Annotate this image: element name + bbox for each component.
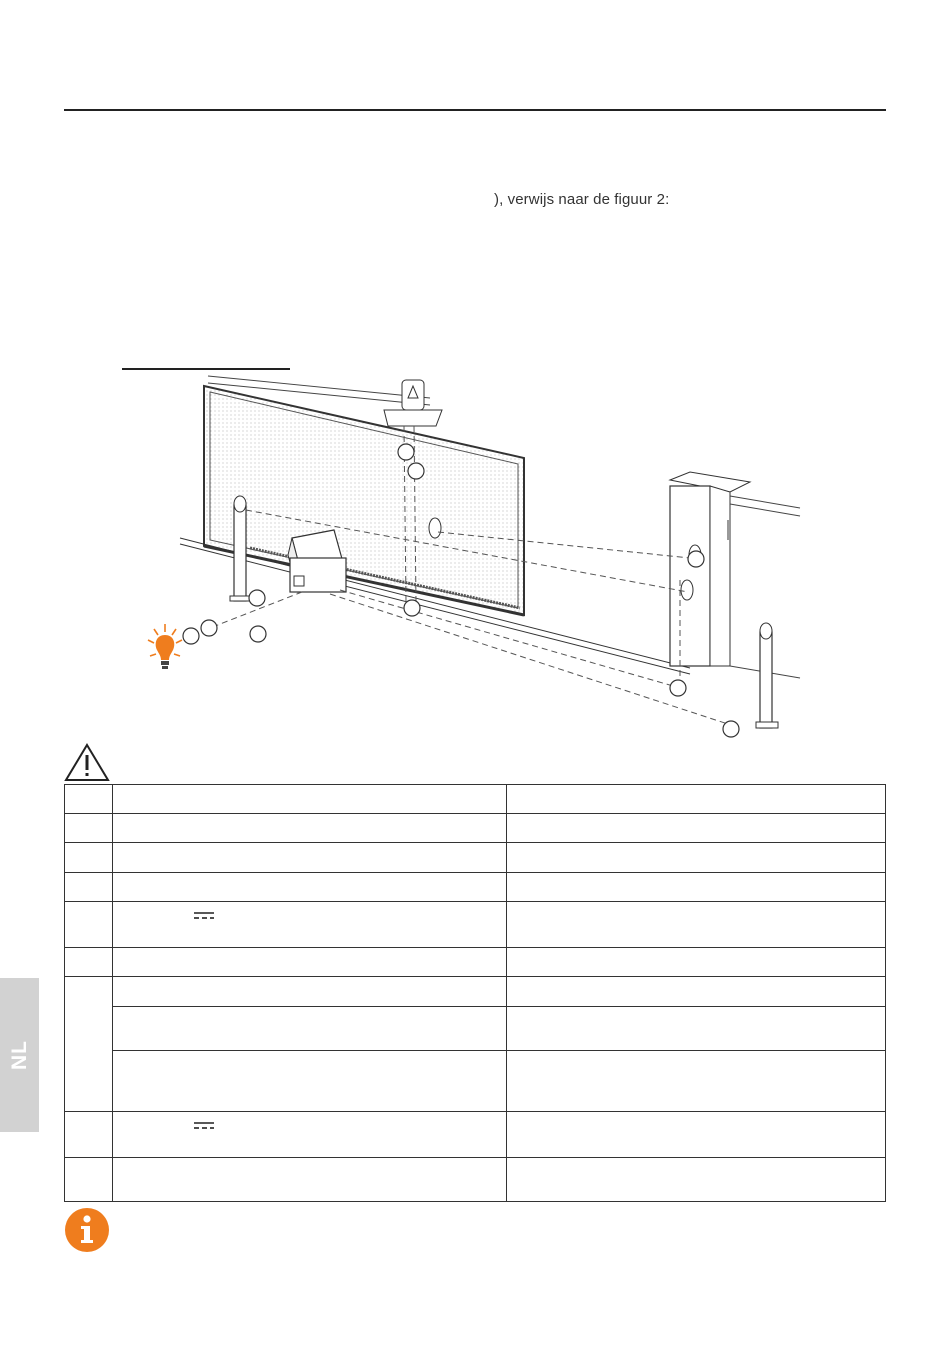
photocell-post-right [756, 623, 778, 728]
table-row [65, 785, 886, 814]
key-selector [429, 518, 441, 538]
intro-text: ), verwijs naar de figuur 2: [494, 191, 670, 208]
table-row [65, 948, 886, 977]
warning-triangle-icon [64, 742, 110, 782]
table-row [65, 843, 886, 873]
info-circle-icon [64, 1207, 110, 1253]
table-row [65, 977, 886, 1007]
table-row [65, 902, 886, 948]
direct-current-symbol-icon [193, 910, 215, 920]
table-row [65, 1112, 886, 1158]
right-pillar [670, 472, 750, 666]
table-row [65, 1158, 886, 1202]
installation-diagram [130, 370, 820, 750]
language-tab-label: NL [7, 1040, 31, 1070]
sliding-gate [204, 386, 524, 615]
language-tab [0, 978, 39, 1132]
table-row [65, 1007, 886, 1051]
warning-lamp-post [384, 380, 442, 426]
table-row [65, 814, 886, 843]
table-row [65, 1051, 886, 1112]
header-rule [64, 109, 886, 111]
direct-current-symbol-icon [193, 1120, 215, 1130]
flashing-lamp-icon [148, 624, 182, 669]
wiring-table [64, 784, 886, 1202]
table-row [65, 873, 886, 902]
